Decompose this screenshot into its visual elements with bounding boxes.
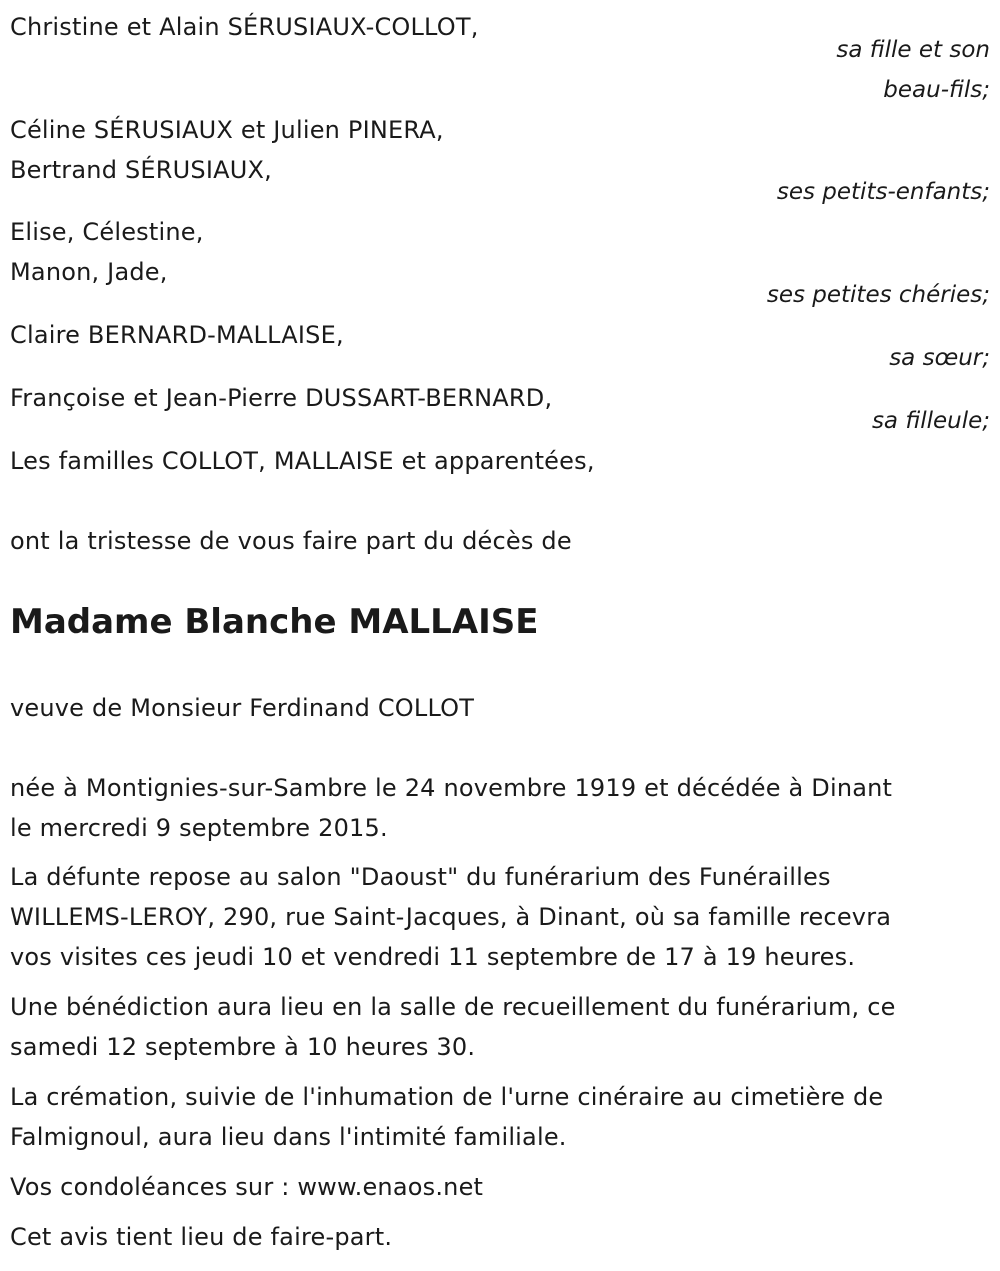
- widow-of-text: veuve de Monsieur Ferdinand COLLOT: [10, 694, 475, 722]
- family-name-line: Céline SÉRUSIAUX et Julien PINERA,: [10, 116, 444, 144]
- family-name-line: Bertrand SÉRUSIAUX,: [10, 156, 272, 184]
- relation-label: ses petites chéries;: [766, 282, 990, 308]
- relation-label: sa filleule;: [871, 408, 990, 434]
- viewing-text: La défunte repose au salon "Daoust" du funérarium des Funérailles: [10, 863, 831, 891]
- birth-death-text: le mercredi 9 septembre 2015.: [10, 814, 388, 842]
- viewing-text: WILLEMS-LEROY, 290, rue Saint-Jacques, à Dinant, où sa famille recevra: [10, 903, 892, 931]
- deceased-name: Madame Blanche MALLAISE: [10, 602, 539, 642]
- condolences-text: Vos condoléances sur : www.enaos.net: [10, 1173, 484, 1201]
- family-name-line: Manon, Jade,: [10, 258, 168, 286]
- family-name-line: Françoise et Jean-Pierre DUSSART-BERNARD,: [10, 384, 553, 412]
- announcement-text: ont la tristesse de vous faire part du décès de: [10, 527, 572, 555]
- family-name-line: Claire BERNARD-MALLAISE,: [10, 321, 344, 349]
- blessing-text: samedi 12 septembre à 10 heures 30.: [10, 1033, 476, 1061]
- family-name-line: Elise, Célestine,: [10, 218, 204, 246]
- blessing-text: Une bénédiction aura lieu en la salle de recueillement du funérarium, ce: [10, 993, 896, 1021]
- relation-label: beau-fils;: [883, 77, 990, 103]
- birth-death-text: née à Montignies-sur-Sambre le 24 novembre 1919 et décédée à Dinant: [10, 774, 893, 802]
- viewing-text: vos visites ces jeudi 10 et vendredi 11 septembre de 17 à 19 heures.: [10, 943, 856, 971]
- family-name-line: Christine et Alain SÉRUSIAUX-COLLOT,: [10, 13, 479, 41]
- family-name-line: Les familles COLLOT, MALLAISE et apparentées,: [10, 447, 595, 475]
- relation-label: sa fille et son: [836, 37, 990, 63]
- cremation-text: La crémation, suivie de l'inhumation de l'urne cinéraire au cimetière de: [10, 1083, 884, 1111]
- notice-footer-text: Cet avis tient lieu de faire-part.: [10, 1223, 393, 1251]
- relation-label: ses petits-enfants;: [776, 179, 990, 205]
- relation-label: sa sœur;: [889, 345, 990, 371]
- cremation-text: Falmignoul, aura lieu dans l'intimité familiale.: [10, 1123, 567, 1151]
